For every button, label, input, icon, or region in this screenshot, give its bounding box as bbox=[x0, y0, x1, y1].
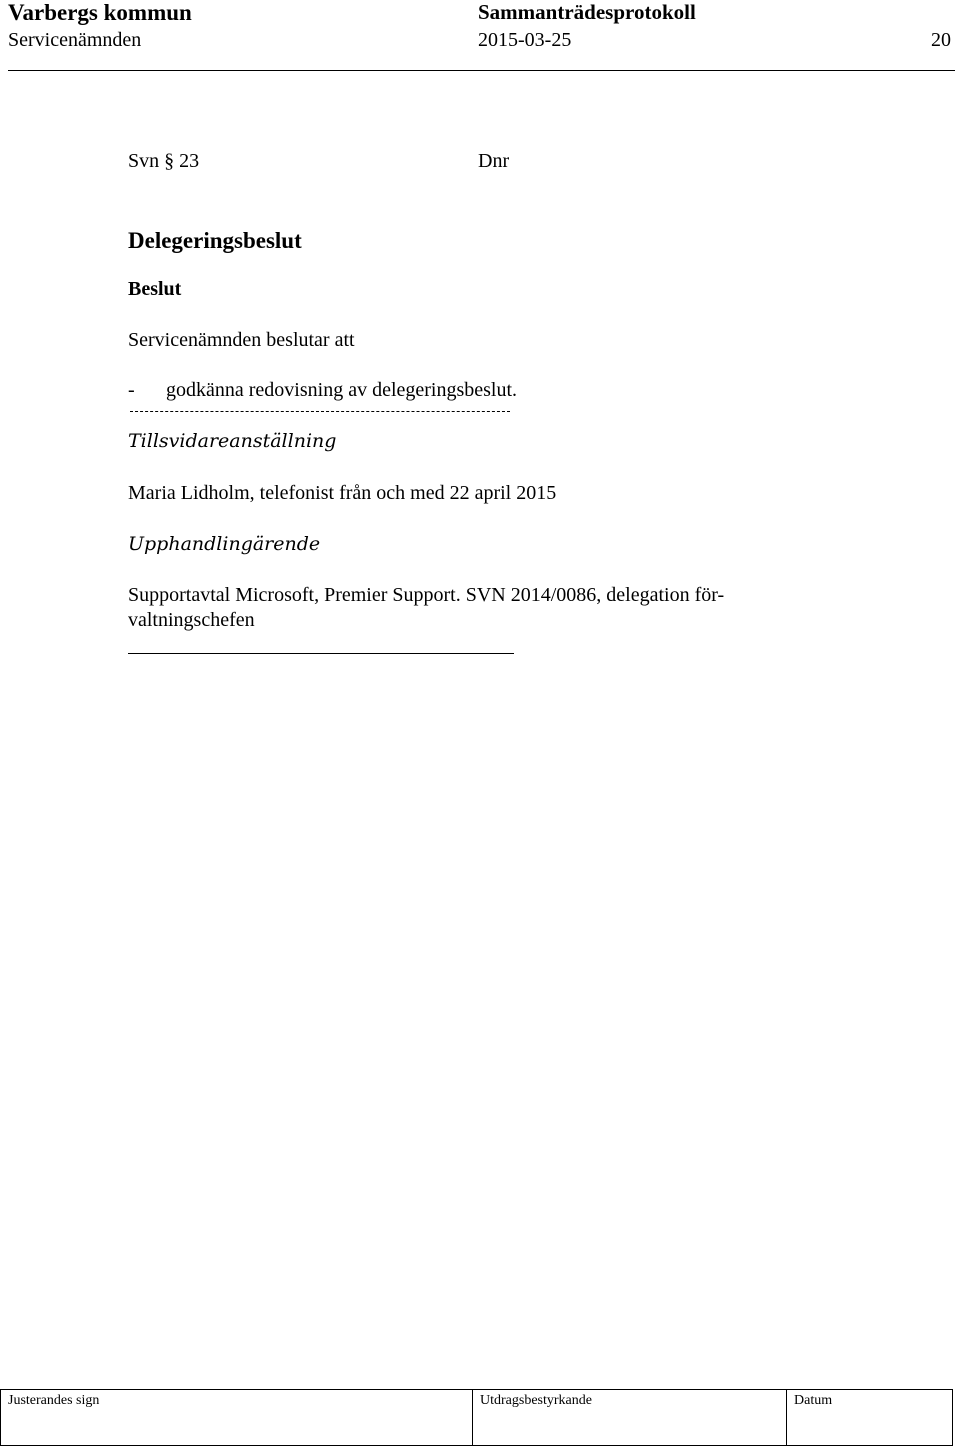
committee-name: Servicenämnden bbox=[8, 29, 142, 51]
page-title: Delegeringsbeslut bbox=[128, 228, 302, 253]
decision-intro: Servicenämnden beslutar att bbox=[128, 329, 355, 351]
decision-heading: Beslut bbox=[128, 278, 182, 300]
section-text-procurement-line2: valtningschefen bbox=[128, 609, 255, 631]
footer-sign-cell bbox=[1, 1390, 472, 1445]
organization-name: Varbergs kommun bbox=[8, 0, 192, 25]
header-divider bbox=[8, 70, 955, 71]
bullet-dash: - bbox=[128, 379, 135, 401]
dnr-label: Dnr bbox=[478, 150, 510, 172]
decision-bullet: godkänna redovisning av delegeringsbeslut. bbox=[166, 379, 518, 401]
signature-footer bbox=[0, 1389, 953, 1446]
document-type: Sammanträdesprotokoll bbox=[478, 0, 696, 24]
page-number: 20 bbox=[931, 29, 951, 51]
footer-extract-cell bbox=[472, 1390, 786, 1445]
footer-date-cell bbox=[786, 1390, 952, 1445]
dashed-divider bbox=[130, 411, 510, 412]
footer-extract-label: Utdragsbestyrkande bbox=[480, 1393, 592, 1408]
footer-date-label: Datum bbox=[794, 1393, 833, 1408]
section-heading-employment: Tillsvidareanställning bbox=[128, 430, 337, 452]
section-text-employment: Maria Lidholm, telefonist från och med 22 april 2015 bbox=[128, 482, 557, 504]
footer-sign-label: Justerandes sign bbox=[8, 1393, 100, 1408]
meeting-date: 2015-03-25 bbox=[478, 29, 572, 51]
end-divider bbox=[128, 653, 514, 654]
section-heading-procurement: Upphandlingärende bbox=[128, 533, 321, 555]
paragraph-number: Svn § 23 bbox=[128, 150, 200, 172]
section-text-procurement-line1: Supportavtal Microsoft, Premier Support. SVN 2014/0086, delegation för- bbox=[128, 584, 725, 606]
